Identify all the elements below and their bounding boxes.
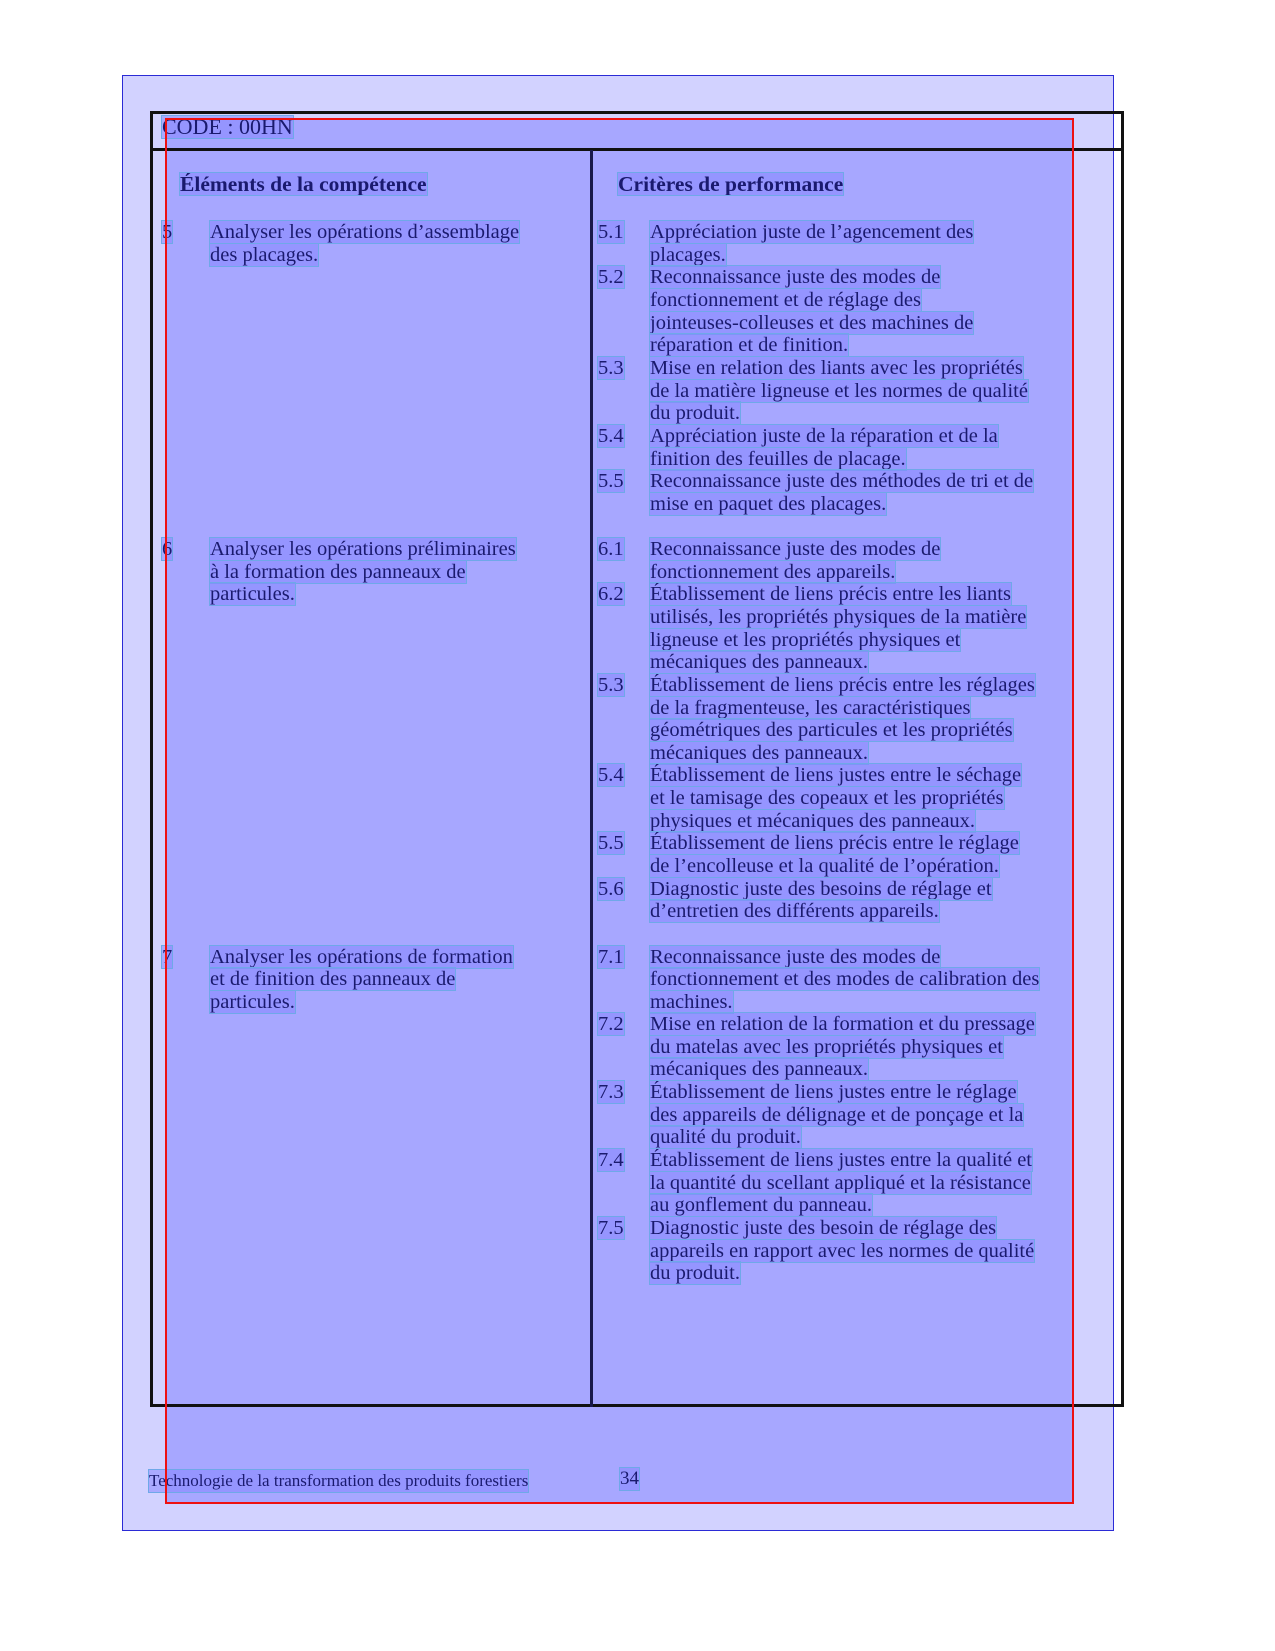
criterion-line: fonctionnement des appareils. bbox=[650, 561, 896, 583]
criterion-number: 5.6 bbox=[598, 878, 624, 900]
table-header-divider bbox=[150, 148, 1124, 151]
criterion-number: 5.3 bbox=[598, 357, 624, 379]
criterion-line: Appréciation juste de l’agencement des bbox=[650, 221, 974, 243]
code-line: CODE : 00HN bbox=[162, 114, 293, 139]
criterion-number: 7.2 bbox=[598, 1013, 624, 1035]
criterion-line: du matelas avec les propriétés physiques et bbox=[650, 1036, 1003, 1058]
header-criteria: Critères de performance bbox=[618, 172, 844, 196]
criterion-number: 7.3 bbox=[598, 1081, 624, 1103]
element-line: Analyser les opérations d’assemblage bbox=[210, 221, 520, 243]
element-line: particules. bbox=[210, 991, 295, 1013]
criterion-line: et le tamisage des copeaux et les propriétés bbox=[650, 787, 1004, 809]
page-number: 34 bbox=[620, 1468, 639, 1489]
criterion-number: 7.1 bbox=[598, 946, 624, 968]
criterion-line: ligneuse et les propriétés physiques et bbox=[650, 629, 961, 651]
criterion-line: réparation et de finition. bbox=[650, 334, 849, 356]
element-line: à la formation des panneaux de bbox=[210, 561, 466, 583]
criterion-line: machines. bbox=[650, 991, 733, 1013]
element-line: Analyser les opérations de formation bbox=[210, 946, 513, 968]
criterion-line: Reconnaissance juste des modes de bbox=[650, 946, 941, 968]
element-line: et de finition des panneaux de bbox=[210, 968, 456, 990]
criterion-line: Mise en relation de la formation et du pressage bbox=[650, 1013, 1035, 1035]
criterion-line: Reconnaissance juste des modes de bbox=[650, 538, 941, 560]
element-number: 5 bbox=[162, 221, 173, 243]
element-line: particules. bbox=[210, 583, 295, 605]
criterion-line: utilisés, les propriétés physiques de la matière bbox=[650, 606, 1027, 628]
criterion-line: des appareils de délignage et de ponçage et la bbox=[650, 1104, 1024, 1126]
criterion-line: Établissement de liens justes entre la qualité et bbox=[650, 1149, 1032, 1171]
criterion-number: 5.5 bbox=[598, 470, 624, 492]
criterion-line: qualité du produit. bbox=[650, 1126, 801, 1148]
criterion-line: fonctionnement et des modes de calibration des bbox=[650, 968, 1040, 990]
criterion-line: Établissement de liens justes entre le séchage bbox=[650, 764, 1022, 786]
criterion-number: 7.5 bbox=[598, 1217, 624, 1239]
criterion-line: de la matière ligneuse et les normes de qualité bbox=[650, 380, 1028, 402]
criterion-line: de l’encolleuse et la qualité de l’opération. bbox=[650, 855, 999, 877]
element-line: des placages. bbox=[210, 244, 319, 266]
criterion-line: géométriques des particules et les propriétés bbox=[650, 719, 1013, 741]
criterion-line: finition des feuilles de placage. bbox=[650, 448, 906, 470]
criterion-line: Appréciation juste de la réparation et de la bbox=[650, 425, 998, 447]
criterion-line: d’entretien des différents appareils. bbox=[650, 900, 939, 922]
criterion-line: Établissement de liens précis entre les réglages bbox=[650, 674, 1035, 696]
criterion-line: placages. bbox=[650, 244, 726, 266]
criterion-number: 5.4 bbox=[598, 425, 624, 447]
criterion-line: Établissement de liens justes entre le réglage bbox=[650, 1081, 1017, 1103]
criterion-line: Reconnaissance juste des méthodes de tri et de bbox=[650, 470, 1034, 492]
element-line: Analyser les opérations préliminaires bbox=[210, 538, 516, 560]
criterion-line: Diagnostic juste des besoin de réglage des bbox=[650, 1217, 997, 1239]
criterion-line: de la fragmenteuse, les caractéristiques bbox=[650, 697, 971, 719]
criterion-line: Établissement de liens précis entre le réglage bbox=[650, 832, 1019, 854]
criterion-line: mécaniques des panneaux. bbox=[650, 1058, 869, 1080]
criterion-number: 5.2 bbox=[598, 266, 624, 288]
criterion-number: 5.1 bbox=[598, 221, 624, 243]
criterion-line: Établissement de liens précis entre les liants bbox=[650, 583, 1011, 605]
criterion-number: 7.4 bbox=[598, 1149, 624, 1171]
criterion-number: 5.3 bbox=[598, 674, 624, 696]
criterion-line: fonctionnement et de réglage des bbox=[650, 289, 921, 311]
competence-table bbox=[150, 111, 1124, 1407]
criterion-line: du produit. bbox=[650, 402, 740, 424]
criterion-number: 5.4 bbox=[598, 764, 624, 786]
criterion-line: mécaniques des panneaux. bbox=[650, 651, 869, 673]
criterion-line: physiques et mécaniques des panneaux. bbox=[650, 810, 976, 832]
criterion-line: au gonflement du panneau. bbox=[650, 1194, 873, 1216]
element-number: 7 bbox=[162, 946, 173, 968]
criterion-line: mécaniques des panneaux. bbox=[650, 742, 869, 764]
criterion-line: appareils en rapport avec les normes de qualité bbox=[650, 1240, 1035, 1262]
criterion-line: Diagnostic juste des besoins de réglage et bbox=[650, 878, 992, 900]
criterion-number: 5.5 bbox=[598, 832, 624, 854]
criterion-number: 6.1 bbox=[598, 538, 624, 560]
criterion-line: jointeuses-colleuses et des machines de bbox=[650, 312, 974, 334]
criterion-line: mise en paquet des placages. bbox=[650, 493, 887, 515]
table-column-divider bbox=[590, 150, 593, 1407]
criterion-number: 6.2 bbox=[598, 583, 624, 605]
header-elements: Éléments de la compétence bbox=[180, 172, 427, 196]
element-number: 6 bbox=[162, 538, 173, 560]
criterion-line: la quantité du scellant appliqué et la résistance bbox=[650, 1172, 1031, 1194]
criterion-line: Reconnaissance juste des modes de bbox=[650, 266, 941, 288]
criterion-line: du produit. bbox=[650, 1262, 740, 1284]
footer-title: Technologie de la transformation des produits forestiers bbox=[149, 1471, 529, 1490]
criterion-line: Mise en relation des liants avec les propriétés bbox=[650, 357, 1023, 379]
